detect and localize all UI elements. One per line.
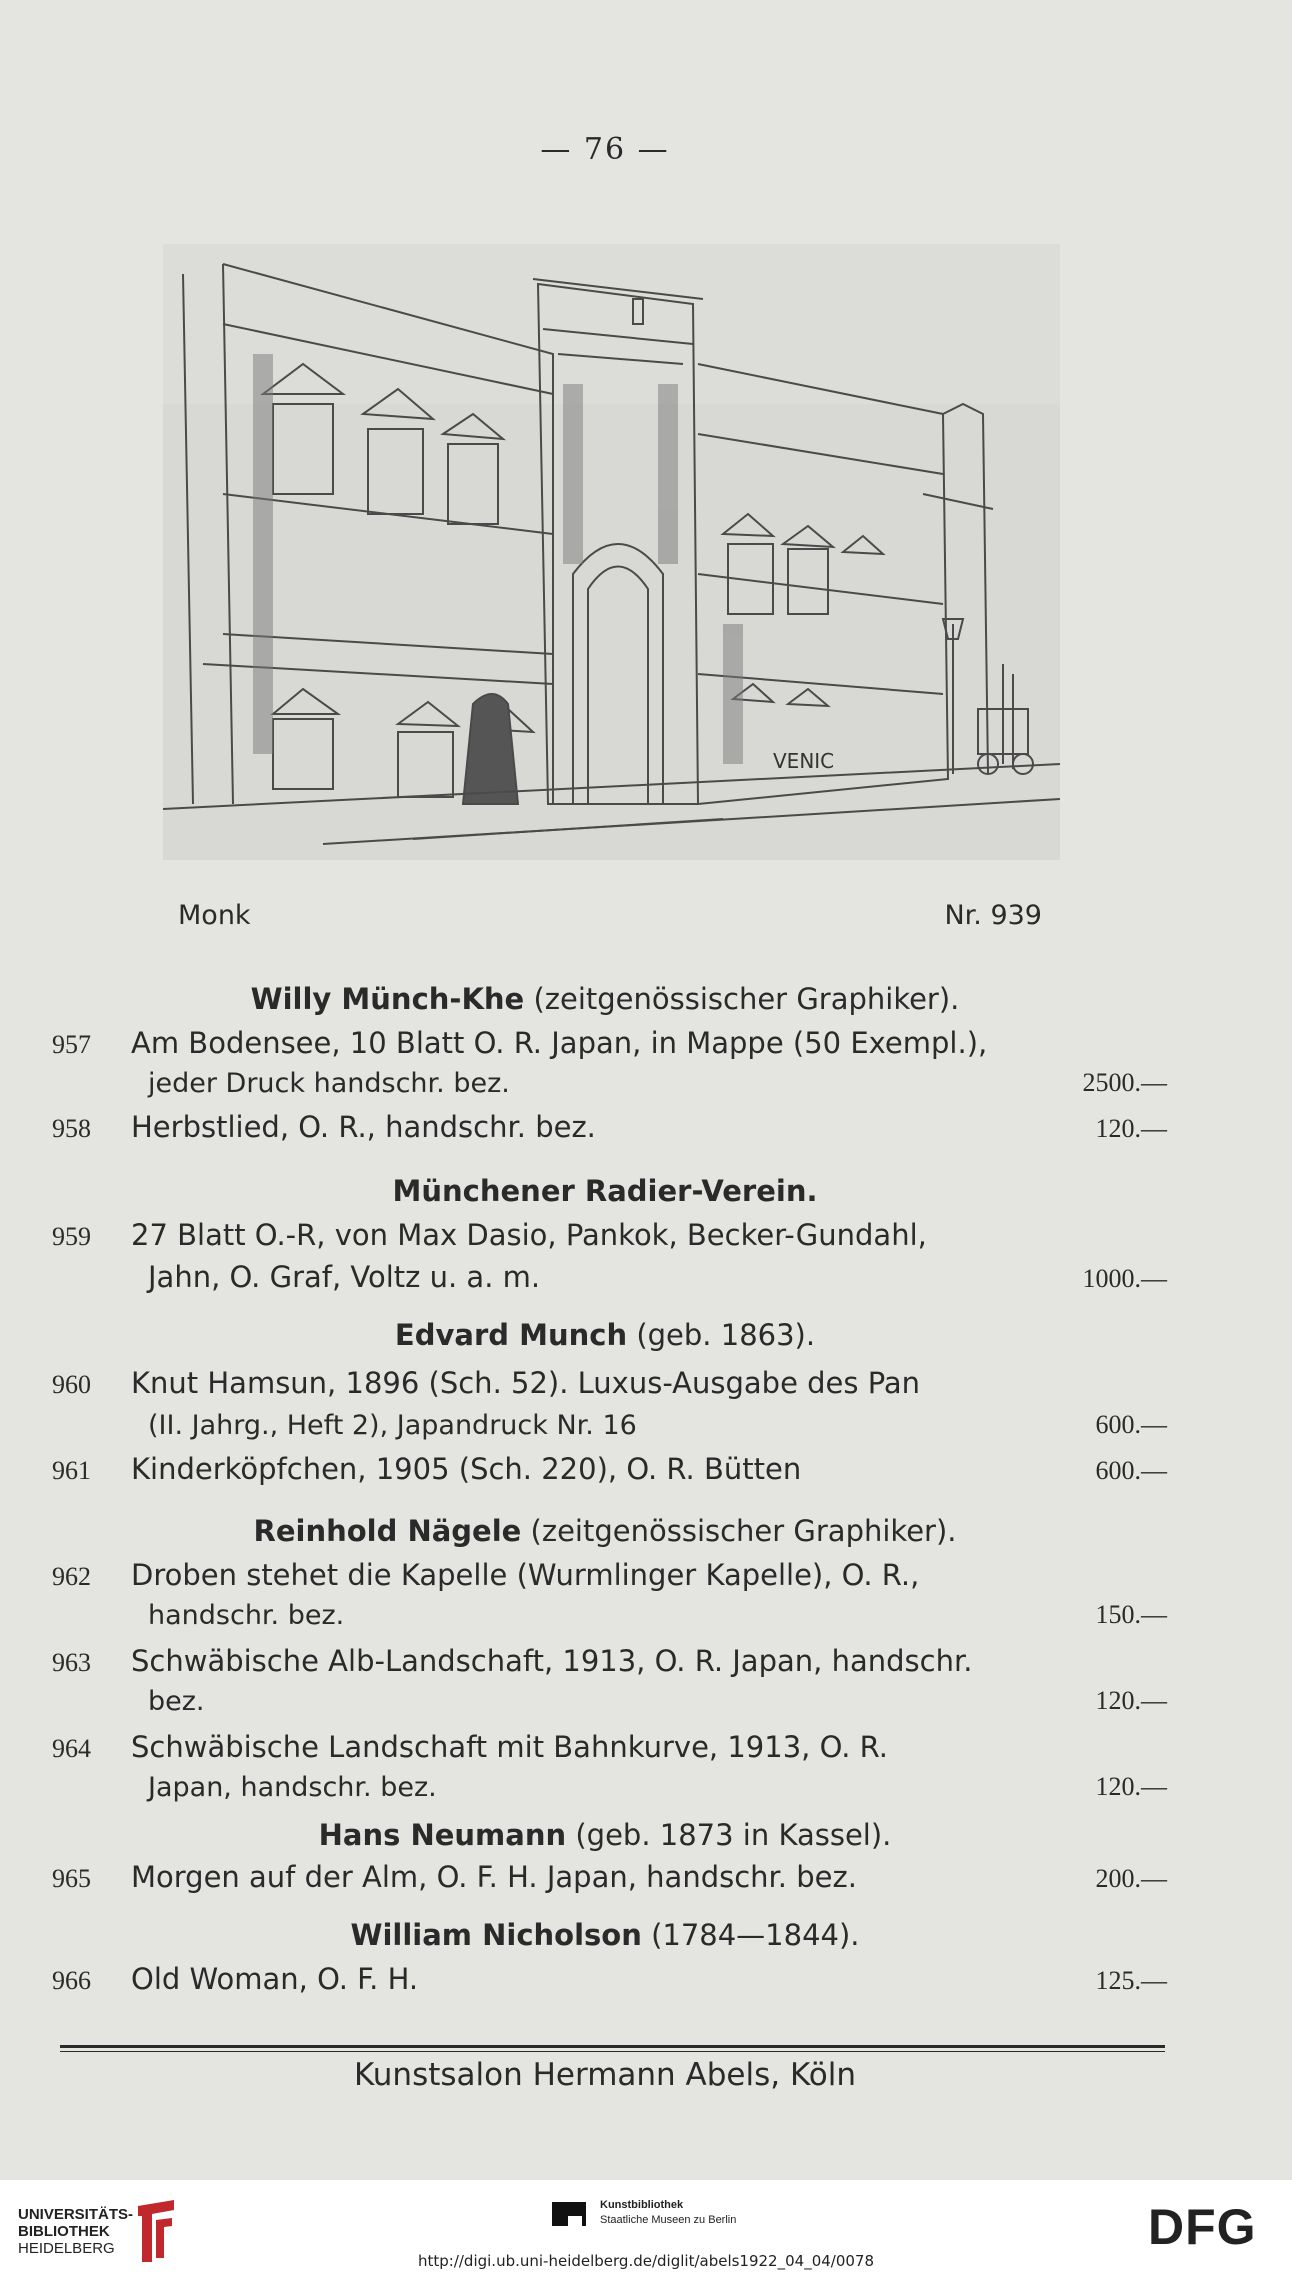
kunstbibliothek-logo-icon[interactable] bbox=[550, 2198, 590, 2234]
lot-price: 1000.— bbox=[1082, 1264, 1167, 1293]
lot-title: Herbstlied, O. R., handschr. bez. bbox=[131, 1110, 596, 1144]
artist-heading-naegele bbox=[0, 1514, 1210, 1548]
artist-heading-muench-khe bbox=[0, 982, 1210, 1016]
artist-name: Edvard Munch bbox=[394, 1318, 628, 1352]
page-number: — 76 — bbox=[540, 132, 670, 167]
lot-number: 964 bbox=[52, 1734, 91, 1763]
artist-note: (zeitgenössischer Graphiker). bbox=[533, 982, 960, 1016]
plate-caption-artist: Monk bbox=[178, 900, 251, 931]
etching-illustration bbox=[163, 244, 1060, 860]
lot-title: Schwäbische Landschaft mit Bahnkurve, 1913, O. R. bbox=[131, 1730, 889, 1764]
artist-heading-nicholson bbox=[0, 1918, 1210, 1952]
lot-detail: Jahn, O. Graf, Voltz u. a. m. bbox=[148, 1260, 541, 1294]
plate-caption-number: Nr. 939 bbox=[944, 900, 1042, 931]
kunstbibliothek-label[interactable] bbox=[600, 2198, 736, 2228]
artist-name: Willy Münch-Khe bbox=[250, 982, 525, 1016]
lot-title: Morgen auf der Alm, O. F. H. Japan, handschr. bez. bbox=[131, 1860, 857, 1894]
lot-price: 120.— bbox=[1095, 1114, 1167, 1143]
artist-name: Reinhold Nägele bbox=[253, 1514, 522, 1548]
lot-price: 120.— bbox=[1095, 1686, 1167, 1715]
lot-detail: (II. Jahrg., Heft 2), Japandruck Nr. 16 bbox=[148, 1410, 637, 1441]
ub-heidelberg-label[interactable] bbox=[18, 2206, 133, 2257]
venice-sign-text: VENIC bbox=[773, 749, 835, 773]
ub-line-3: HEIDELBERG bbox=[18, 2240, 115, 2257]
lot-number: 958 bbox=[52, 1114, 91, 1143]
ub-line-2: BIBLIOTHEK bbox=[18, 2223, 110, 2240]
lot-detail: bez. bbox=[148, 1686, 205, 1717]
lot-title: Schwäbische Alb-Landschaft, 1913, O. R. Japan, handschr. bbox=[131, 1644, 973, 1678]
artist-heading-munch bbox=[0, 1318, 1210, 1352]
permalink-url[interactable]: http://digi.ub.uni-heidelberg.de/diglit/abels1922_04_04/0078 bbox=[417, 2252, 875, 2270]
lot-number: 961 bbox=[52, 1456, 91, 1485]
artist-note: (zeitgenössischer Graphiker). bbox=[530, 1514, 957, 1548]
lot-number: 959 bbox=[52, 1222, 91, 1251]
artist-note: (geb. 1873 in Kassel). bbox=[575, 1818, 892, 1852]
lot-price: 2500.— bbox=[1082, 1068, 1167, 1097]
lot-number: 963 bbox=[52, 1648, 91, 1677]
artist-name: William Nicholson bbox=[350, 1918, 642, 1952]
footer-rule-thick bbox=[60, 2045, 1165, 2048]
lot-title: Old Woman, O. F. H. bbox=[131, 1962, 419, 1996]
lot-number: 960 bbox=[52, 1370, 91, 1399]
theatre-facade-sketch bbox=[163, 244, 1060, 860]
lot-number: 962 bbox=[52, 1562, 91, 1591]
lot-detail: jeder Druck handschr. bez. bbox=[148, 1068, 510, 1099]
artist-name: Hans Neumann bbox=[318, 1818, 567, 1852]
footer-rule-thin bbox=[60, 2051, 1165, 2052]
lot-price: 125.— bbox=[1095, 1966, 1167, 1995]
kb-line-1: Kunstbibliothek bbox=[600, 2199, 684, 2211]
ub-line-1: UNIVERSITÄTS- bbox=[18, 2206, 134, 2223]
lot-number: 966 bbox=[52, 1966, 91, 1995]
lot-detail: Japan, handschr. bez. bbox=[148, 1772, 437, 1803]
lot-title: Droben stehet die Kapelle (Wurmlinger Kapelle), O. R., bbox=[131, 1558, 920, 1592]
lot-title: 27 Blatt O.-R, von Max Dasio, Pankok, Becker-Gundahl, bbox=[131, 1218, 927, 1252]
artist-heading-radier-verein bbox=[0, 1174, 1210, 1208]
lot-detail: handschr. bez. bbox=[148, 1600, 345, 1631]
lot-price: 120.— bbox=[1095, 1772, 1167, 1801]
lot-price: 200.— bbox=[1095, 1864, 1167, 1893]
lot-title: Knut Hamsun, 1896 (Sch. 52). Luxus-Ausgabe des Pan bbox=[131, 1366, 921, 1400]
lot-price: 150.— bbox=[1095, 1600, 1167, 1629]
footer-publisher: Kunstsalon Hermann Abels, Köln bbox=[354, 2057, 856, 2093]
dfg-logo[interactable]: DFG bbox=[1148, 2199, 1257, 2255]
lot-price: 600.— bbox=[1095, 1410, 1167, 1439]
artist-note: (1784—1844). bbox=[651, 1918, 860, 1952]
lot-title: Am Bodensee, 10 Blatt O. R. Japan, in Mappe (50 Exempl.), bbox=[131, 1026, 988, 1060]
artist-heading-neumann bbox=[0, 1818, 1210, 1852]
lot-price: 600.— bbox=[1095, 1456, 1167, 1485]
lot-title: Kinderköpfchen, 1905 (Sch. 220), O. R. Bütten bbox=[131, 1452, 802, 1486]
artist-name: Münchener Radier-Verein. bbox=[392, 1174, 818, 1208]
artist-note: (geb. 1863). bbox=[636, 1318, 816, 1352]
lot-number: 965 bbox=[52, 1864, 91, 1893]
lot-number: 957 bbox=[52, 1030, 91, 1059]
kb-line-2: Staatliche Museen zu Berlin bbox=[600, 2214, 737, 2226]
